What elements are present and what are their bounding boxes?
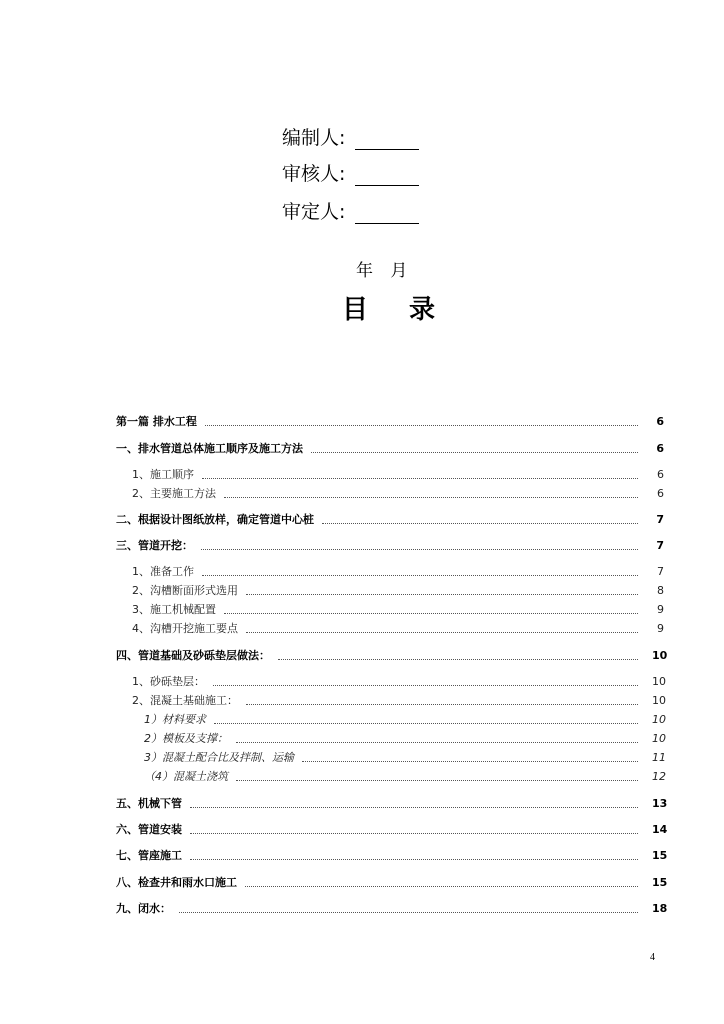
toc-entry[interactable] bbox=[116, 582, 664, 598]
toc-entry-page: 8 bbox=[657, 584, 664, 597]
toc-entry[interactable] bbox=[116, 730, 664, 746]
toc-leader bbox=[246, 703, 638, 705]
toc-entry-page: 6 bbox=[657, 487, 664, 500]
signature-label: 编制人: bbox=[282, 127, 346, 149]
toc-entry-page: 10 bbox=[652, 649, 668, 662]
toc-entry-page: 7 bbox=[656, 513, 664, 526]
page-number: 4 bbox=[650, 952, 655, 963]
toc-entry-text: 九、闭水： bbox=[116, 902, 171, 915]
toc-leader bbox=[190, 832, 638, 834]
toc-entry-page: 10 bbox=[652, 713, 666, 726]
toc-entry-text: 二、根据设计图纸放样，确定管道中心桩 bbox=[116, 513, 314, 526]
toc-leader bbox=[236, 779, 638, 781]
toc-entry-text: 1、准备工作 bbox=[132, 565, 194, 578]
toc-entry[interactable] bbox=[116, 749, 664, 765]
date-label: 年 月 bbox=[356, 261, 414, 281]
toc-entry[interactable] bbox=[116, 620, 664, 636]
toc-entry-text: 一、排水管道总体施工顺序及施工方法 bbox=[116, 442, 303, 455]
toc-leader bbox=[201, 548, 638, 550]
toc-entry-page: 6 bbox=[657, 468, 664, 481]
toc-entry[interactable] bbox=[116, 768, 664, 784]
toc-leader bbox=[245, 885, 638, 887]
toc-entry-text: 七、管座施工 bbox=[116, 849, 182, 862]
toc-entry-text: 2、沟槽断面形式选用 bbox=[132, 584, 238, 597]
toc-entry[interactable] bbox=[116, 563, 664, 579]
toc-leader bbox=[302, 760, 638, 762]
signature-blank bbox=[355, 167, 419, 186]
signature-label: 审定人: bbox=[282, 201, 346, 223]
toc-entry[interactable] bbox=[116, 440, 664, 456]
toc-entry-page: 11 bbox=[652, 751, 666, 764]
toc-entry-text: 1、砂砾垫层： bbox=[132, 675, 205, 688]
toc-entry-text: 1）材料要求 bbox=[144, 713, 206, 726]
toc-leader bbox=[202, 574, 638, 576]
toc-entry-page: 14 bbox=[652, 823, 668, 836]
toc-entry-page: 15 bbox=[652, 849, 668, 862]
toc-leader bbox=[224, 496, 638, 498]
toc-leader bbox=[246, 593, 638, 595]
toc-entry[interactable] bbox=[116, 821, 668, 837]
toc-leader bbox=[311, 451, 638, 453]
toc-entry-page: 10 bbox=[652, 732, 666, 745]
toc-entry-text: 1、施工顺序 bbox=[132, 468, 194, 481]
toc-entry-page: 7 bbox=[656, 539, 664, 552]
toc-leader bbox=[246, 631, 638, 633]
signature-reviewer bbox=[282, 158, 419, 186]
toc-entry-text: 2、主要施工方法 bbox=[132, 487, 216, 500]
toc-entry-page: 10 bbox=[652, 694, 666, 707]
toc-leader bbox=[179, 911, 638, 913]
toc-entry[interactable] bbox=[116, 711, 664, 727]
toc-entry[interactable] bbox=[116, 900, 668, 916]
toc-leader bbox=[190, 858, 638, 860]
toc-entry-page: 9 bbox=[657, 622, 664, 635]
toc-entry[interactable] bbox=[116, 511, 664, 527]
toc-entry-text: 2）模板及支撑： bbox=[144, 732, 228, 745]
toc-entry[interactable] bbox=[116, 692, 664, 708]
toc-title: 目 录 bbox=[342, 295, 452, 325]
toc-entry[interactable] bbox=[116, 874, 668, 890]
toc-entry-page: 10 bbox=[652, 675, 666, 688]
toc-entry[interactable] bbox=[116, 647, 668, 663]
toc-entry-text: 3）混凝土配合比及拌制、运输 bbox=[144, 751, 294, 764]
toc-leader bbox=[214, 722, 638, 724]
toc-entry-page: 6 bbox=[656, 442, 664, 455]
toc-leader bbox=[278, 658, 638, 660]
toc-entry[interactable] bbox=[116, 601, 664, 617]
toc-entry[interactable] bbox=[116, 847, 668, 863]
toc-entry-text: 2、混凝土基础施工： bbox=[132, 694, 238, 707]
toc-leader bbox=[205, 424, 638, 426]
signature-label: 审核人: bbox=[282, 163, 346, 185]
toc-leader bbox=[213, 684, 638, 686]
toc-entry[interactable] bbox=[116, 413, 664, 429]
toc-entry-page: 15 bbox=[652, 876, 668, 889]
toc-leader bbox=[224, 612, 638, 614]
signature-blank bbox=[355, 205, 419, 224]
toc-entry-page: 13 bbox=[652, 797, 668, 810]
toc-entry-text: （4）混凝土浇筑 bbox=[144, 770, 228, 783]
toc-entry-text: 五、机械下管 bbox=[116, 797, 182, 810]
toc-entry-text: 三、管道开挖： bbox=[116, 539, 193, 552]
toc-leader bbox=[322, 522, 638, 524]
toc-leader bbox=[190, 806, 638, 808]
toc-entry-page: 18 bbox=[652, 902, 668, 915]
toc-entry-text: 八、检查井和雨水口施工 bbox=[116, 876, 237, 889]
toc-entry-page: 6 bbox=[656, 415, 664, 428]
toc-entry-page: 9 bbox=[657, 603, 664, 616]
toc-entry[interactable] bbox=[116, 795, 668, 811]
toc-entry[interactable] bbox=[116, 466, 664, 482]
toc-entry-text: 4、沟槽开挖施工要点 bbox=[132, 622, 238, 635]
toc-entry[interactable] bbox=[116, 673, 664, 689]
toc-entry-text: 第一篇 排水工程 bbox=[116, 415, 197, 428]
toc-entry-text: 3、施工机械配置 bbox=[132, 603, 216, 616]
signature-compiler bbox=[282, 122, 419, 150]
signature-approver bbox=[282, 196, 419, 224]
toc-entry-page: 12 bbox=[652, 770, 666, 783]
toc-entry[interactable] bbox=[116, 537, 664, 553]
toc-entry-text: 四、管道基础及砂砾垫层做法： bbox=[116, 649, 270, 662]
toc-entry-page: 7 bbox=[657, 565, 664, 578]
toc-entry[interactable] bbox=[116, 485, 664, 501]
signature-blank bbox=[355, 131, 419, 150]
toc-leader bbox=[236, 741, 638, 743]
toc-entry-text: 六、管道安装 bbox=[116, 823, 182, 836]
toc-leader bbox=[202, 477, 638, 479]
